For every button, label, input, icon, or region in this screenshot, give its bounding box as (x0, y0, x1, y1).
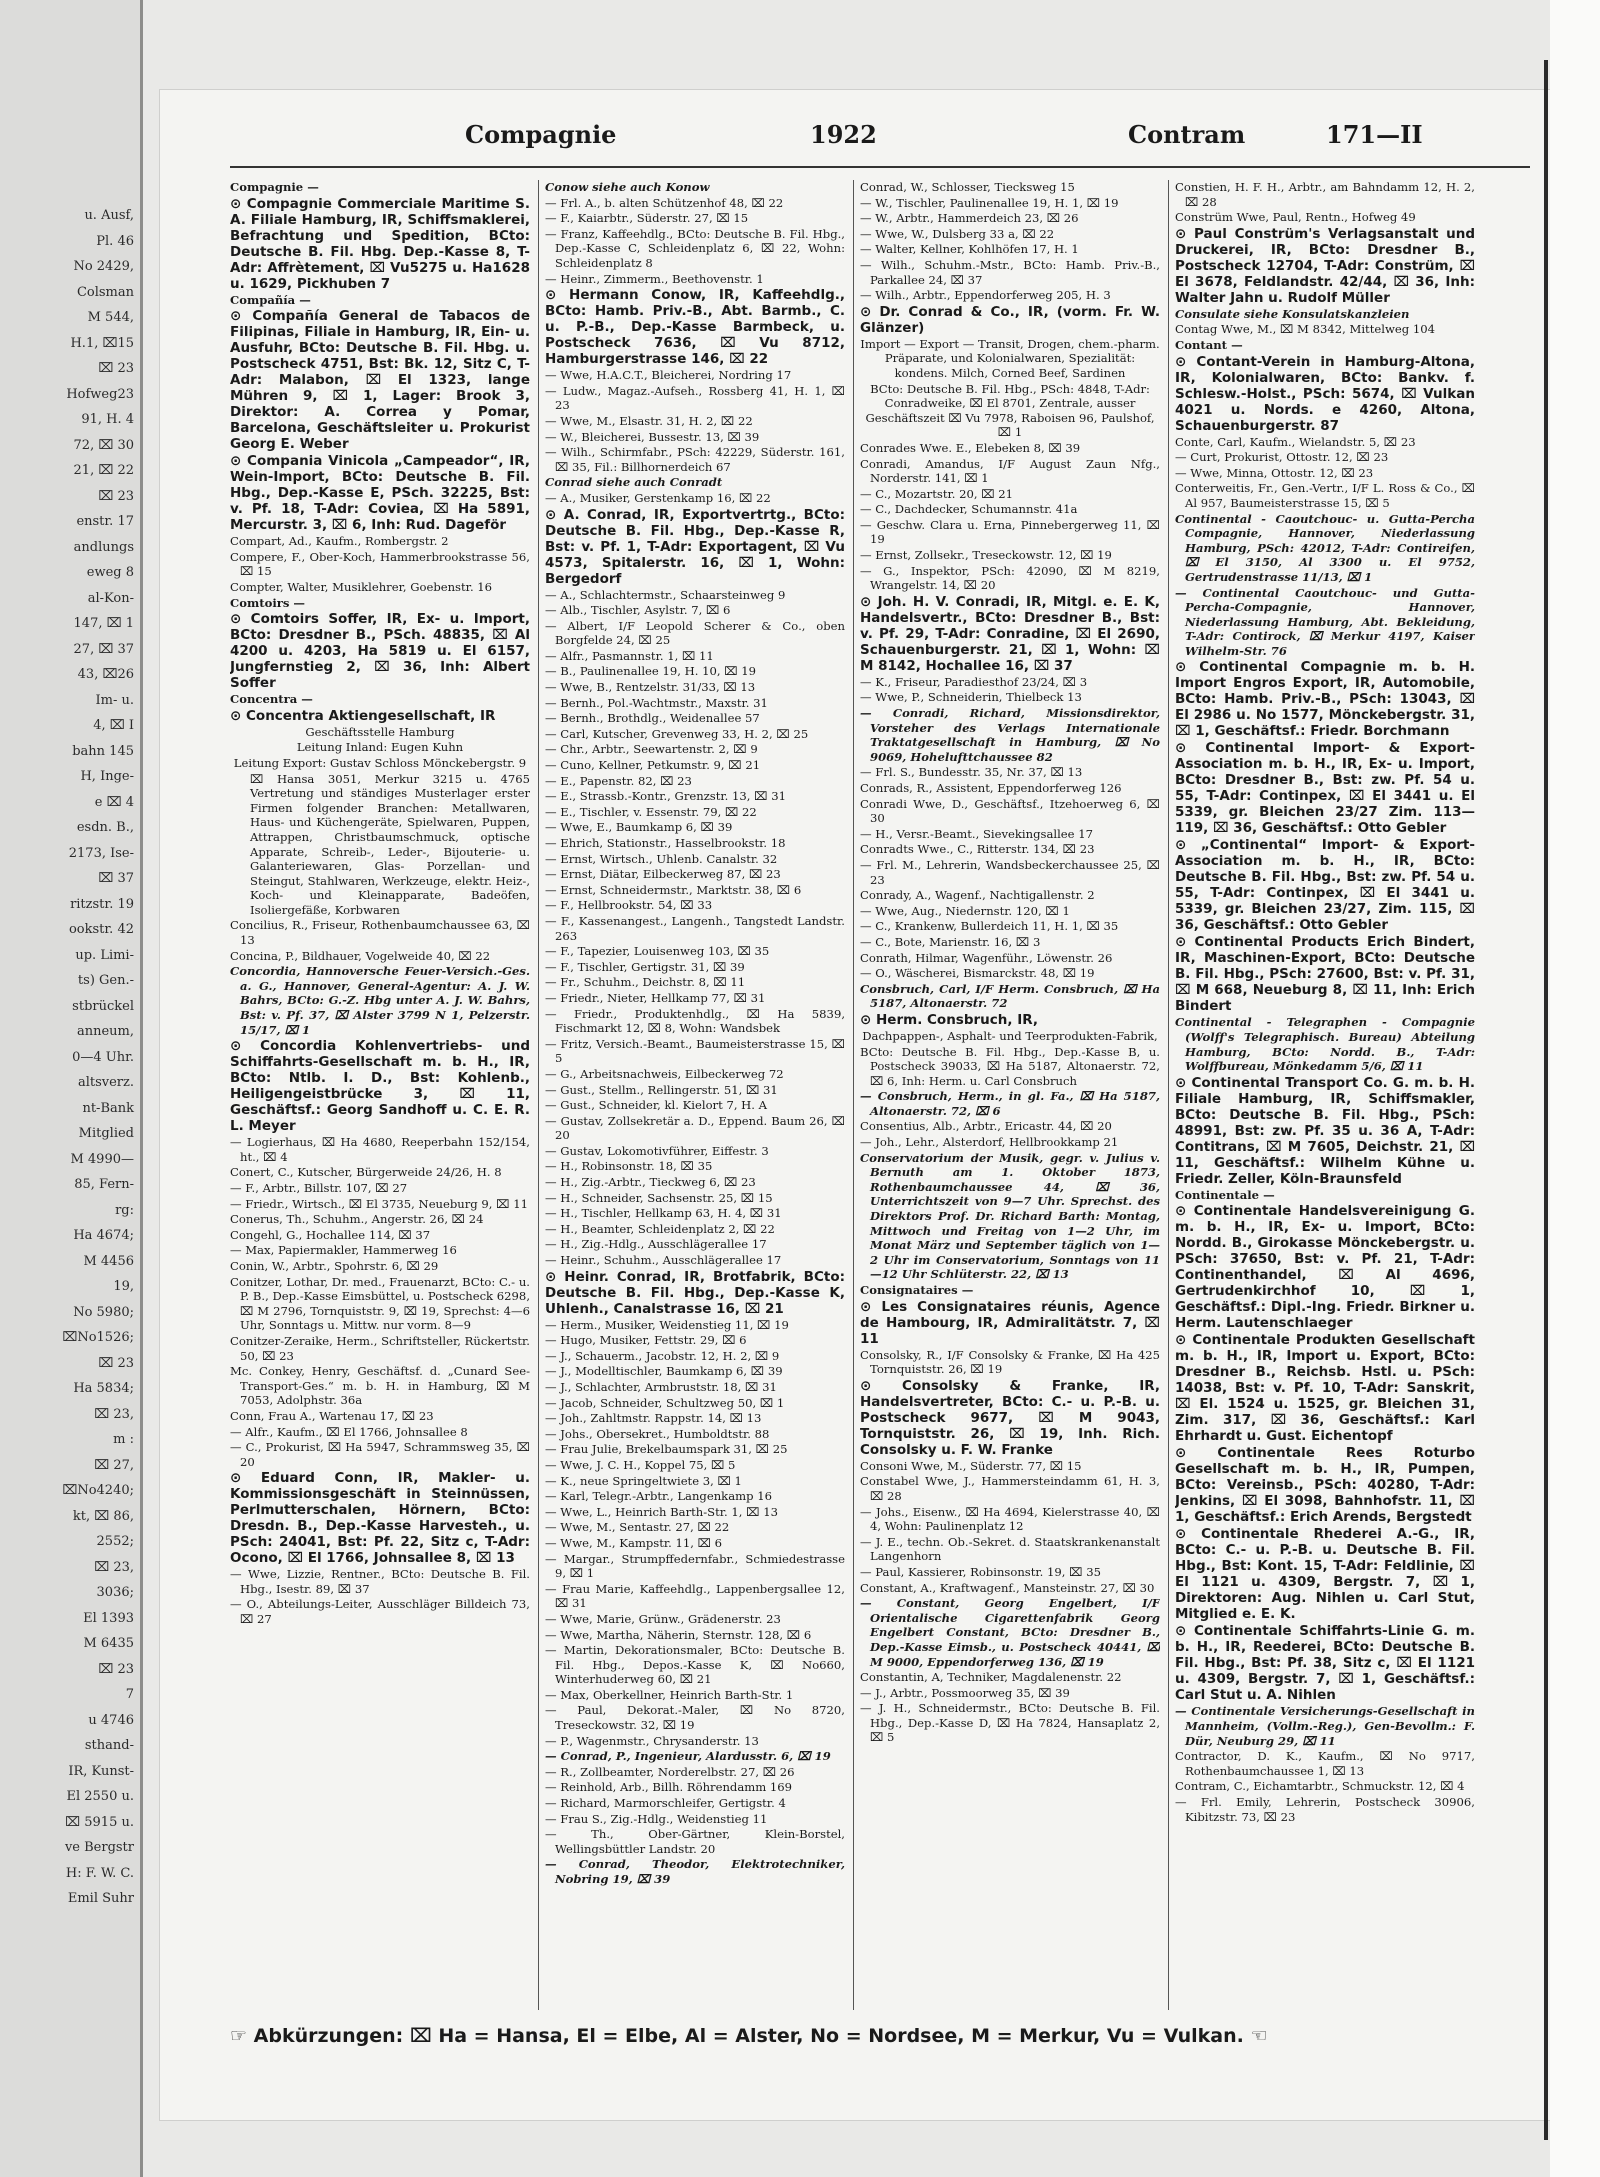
directory-entry: — Wilh., Arbtr., Eppendorferweg 205, H. 3 (860, 288, 1111, 303)
directory-entry: — A., Schlachtermstr., Schaarsteinweg 9 (545, 587, 786, 602)
edge-fragment: sthand- (84, 1738, 134, 1753)
directory-entry: — B., Paulinenallee 19, H. 10, ⌧ 19 (545, 664, 756, 679)
edge-fragment: ookstr. 42 (68, 922, 134, 937)
directory-entry: — Ludw., Magaz.-Aufseh., Rossberg 41, H. 1, ⌧ 23 (545, 383, 845, 413)
directory-entry: — F., Hellbrookstr. 54, ⌧ 33 (545, 898, 713, 913)
directory-entry: — Ernst, Schneidermstr., Marktstr. 38, ⌧ 6 (545, 882, 802, 897)
directory-entry: Consulate siehe Konsulatskanzleien (1175, 306, 1410, 321)
edge-fragment: ⌧No4240; (62, 1483, 134, 1498)
edge-fragment: H: F. W. C. (65, 1865, 134, 1881)
directory-entry: — Richard, Marmorschleifer, Gertigstr. 4 (545, 1796, 786, 1811)
section-heading: Continentale — (1175, 1187, 1275, 1202)
edge-fragment: ⌧ 37 (98, 871, 134, 886)
edge-fragment: bahn 145 (72, 743, 134, 759)
column-2 (545, 180, 845, 2010)
directory-entry: Continental - Caoutchouc- u. Gutta-Percha Compagnie, Hannover, Niederlassung Hamburg, PSch: 42012, T-Adr: Contireifen, ⌧ El 3150, Al 3300 u. El 9752, Gertrudenstrasse 11/13, ⌧ 1 (1175, 511, 1475, 584)
edge-fragment: H, Inge- (80, 769, 134, 784)
edge-fragment: No 2429, (73, 259, 134, 274)
edge-fragment: Ha 4674; (73, 1228, 134, 1243)
directory-entry: — Frl. Emily, Lehrerin, Postscheck 30906, Kibitzstr. 73, ⌧ 23 (1175, 1795, 1475, 1824)
directory-entry: — O., Wäscherei, Bismarckstr. 48, ⌧ 19 (860, 966, 1095, 981)
directory-entry: — W., Bleicherei, Bussestr. 13, ⌧ 39 (545, 429, 760, 444)
directory-entry: — Bernh., Pol.-Wachtmstr., Maxstr. 31 (545, 695, 768, 710)
edge-fragment: ts) Gen.- (77, 973, 134, 988)
directory-entry: — Wwe, B., Rentzelstr. 31/33, ⌧ 13 (545, 680, 756, 695)
column-divider (538, 180, 539, 2010)
directory-entry: Compter, Walter, Musiklehrer, Goebenstr. 16 (230, 579, 493, 594)
firm-entry: ⊙ Compagnie Commerciale Maritime S. A. Filiale Hamburg, IR, Schiffsmaklerei, Befrachtung und Spedition, BCto: Deutsche B. Fil. Hbg. Dep.-Kasse 8, T-Adr: Affrètement, ⌧ Vu5275 u. Ha1628 u. 1629, Pickhuben 7 (230, 195, 530, 292)
directory-entry: — Wwe, P., Schneiderin, Thielbeck 13 (860, 690, 1082, 705)
directory-entry: Leitung Export: Gustav Schloss Mönckebergstr. 9 (233, 755, 527, 770)
directory-entry: Continental - Telegraphen - Compagnie (Wolff's Telegraphisch. Bureau) Abteilung Hamburg, BCto: Nordd. B., T-Adr: Wolffbureau, Mönkedamm 5/6, ⌧ 11 (1175, 1015, 1475, 1074)
directory-entry: — Gustav, Lokomotivführer, Eiffestr. 3 (545, 1143, 769, 1158)
firm-entry: ⊙ Hermann Conow, IR, Kaffeehdlg., BCto: Hamb. Priv.-B., Abt. Barmb., C. u. P.-B., Dep.-Kasse Barmbeck, u. Postscheck 7636, ⌧ Vu 8712, Hamburgerstrasse 146, ⌧ 22 (545, 287, 845, 368)
directory-entry: — Alfr., Pasmannstr. 1, ⌧ 11 (545, 648, 714, 663)
directory-entry: Consoni Wwe, M., Süderstr. 77, ⌧ 15 (860, 1458, 1082, 1473)
directory-entry: — Continentale Versicherungs-Gesellschaft in Mannheim, (Vollm.-Reg.), Gen-Bevollm.: F. Dür, Neuburg 29, ⌧ 11 (1175, 1704, 1475, 1748)
firm-entry: ⊙ Continental Compagnie m. b. H. Import Engros Export, IR, Automobile, BCto: Hamb. Priv.-B., PSch: 13043, ⌧ El 2986 u. No 1577, Mönckebergstr. 31, ⌧ 1, Geschäftsf.: Friedr. Borchmann (1175, 659, 1475, 740)
edge-fragment: Colsman (76, 284, 134, 300)
directory-entry: — H., Versr.-Beamt., Sievekingsallee 17 (860, 826, 1093, 841)
firm-entry: ⊙ A. Conrad, IR, Exportvertrtg., BCto: Deutsche B. Fil. Hbg., Dep.-Kasse R, Bst: v. Pf. 1, T-Adr: Exportagent, ⌧ Vu 4573, Spitalerstr. 16, ⌧ 1, Wohn: Bergedorf (545, 506, 845, 587)
directory-entry: — H., Schneider, Sachsenstr. 25, ⌧ 15 (545, 1190, 773, 1205)
directory-entry: Compart, Ad., Kaufm., Rombergstr. 2 (230, 534, 449, 549)
directory-entry: — Wwe, E., Baumkamp 6, ⌧ 39 (545, 820, 733, 835)
directory-entry: — Frl. A., b. alten Schützenhof 48, ⌧ 22 (545, 195, 784, 210)
edge-fragment: Ha 5834; (73, 1381, 134, 1396)
directory-entry: — Continental Caoutchouc- und Gutta-Percha-Compagnie, Hannover, Niederlassung Hamburg, Abt. Bekleidung, T-Adr: Contirock, ⌧ Merkur 4197, Kaiser Wilhelm-Str. 76 (1175, 585, 1475, 658)
edge-fragment: ritzstr. 19 (70, 896, 134, 912)
edge-fragment: ⌧ 23 (98, 361, 134, 376)
edge-fragment: ⌧ 23, (94, 1559, 134, 1575)
adjacent-page-edge (0, 0, 143, 2177)
directory-entry: — Friedr., Produktenhdlg., ⌧ Ha 5839, Fischmarkt 12, ⌧ 8, Wohn: Wandsbek (545, 1006, 845, 1036)
section-heading: Comtoirs — (230, 595, 305, 610)
edge-fragment: ⌧ 5915 u. (65, 1814, 134, 1830)
directory-entry: — Martin, Dekorationsmaler, BCto: Deutsche B. Fil. Hbg., Depos.-Kasse K, ⌧ No660, Winterhuderweg 60, ⌧ 21 (545, 1643, 845, 1687)
directory-entry: BCto: Deutsche B. Fil. Hbg., PSch: 4848, T-Adr: Conradweike, ⌧ El 8701, Zentrale, ausser Geschäftszeit ⌧ Vu 7978, Raboisen 96, Paulshof, ⌧ 1 (865, 381, 1155, 440)
edge-fragment: kt, ⌧ 86, (72, 1508, 134, 1524)
directory-entry: — Frau Marie, Kaffeehdlg., Lappenbergsallee 12, ⌧ 31 (545, 1581, 845, 1611)
directory-entry: — H., Tischler, Hellkamp 63, H. 4, ⌧ 31 (545, 1206, 782, 1221)
directory-entry: — F., Kaiarbtr., Süderstr. 27, ⌧ 15 (545, 211, 749, 226)
directory-entry: Conerus, Th., Schuhm., Angerstr. 26, ⌧ 24 (230, 1212, 484, 1227)
directory-entry: — Wwe, H.A.C.T., Bleicherei, Nordring 17 (545, 368, 792, 383)
directory-entry: — Bernh., Brothdlg., Weidenallee 57 (545, 711, 760, 726)
directory-entry: — Wilh., Schuhm.-Mstr., BCto: Hamb. Priv.-B., Parkallee 24, ⌧ 37 (860, 257, 1160, 287)
directory-entry: — J., Schlachter, Armbruststr. 18, ⌧ 31 (545, 1380, 777, 1394)
edge-fragment: stbrückel (72, 998, 134, 1014)
directory-entry: — H., Zig.-Arbtr., Tieckweg 6, ⌧ 23 (545, 1175, 756, 1190)
header-right-keyword: Contram (1128, 120, 1246, 149)
directory-entry: Constrüm Wwe, Paul, Rentn., Hofweg 49 (1175, 210, 1416, 225)
directory-entry: Compere, F., Ober-Koch, Hammerbrookstrasse 56, ⌧ 15 (230, 549, 530, 579)
edge-fragment: ve Bergstr (64, 1840, 134, 1855)
directory-entry: — Frau S., Zig.-Hdlg., Weidenstieg 11 (545, 1811, 768, 1826)
directory-entry: Conow siehe auch Konow (545, 180, 710, 194)
page-number: 171—II (1326, 120, 1423, 149)
directory-entry: — Constant, Georg Engelbert, I/F Orientalische Cigarettenfabrik Georg Engelbert Constant, BCto: Dresdner B., Dep.-Kasse Eimsb., u. Postscheck 40441, ⌧ M 9000, Eppendorferweg 136, ⌧ 19 (860, 1596, 1160, 1669)
edge-fragment: al-Kon- (87, 590, 134, 606)
directory-entry: — Johs., Obersekret., Humboldtstr. 88 (545, 1426, 770, 1441)
firm-entry: ⊙ Continental Products Erich Bindert, IR, Maschinen-Export, BCto: Deutsche B. Fil. Hbg., PSch: 27600, Bst: v. Pf. 31, ⌧ M 668, Neueburg 8, ⌧ 11, Inh: Erich Bindert (1175, 934, 1475, 1015)
edge-fragment: ⌧ 23, (94, 1406, 134, 1422)
edge-fragment: 2173, Ise- (68, 845, 134, 861)
directory-entry: — Conrad, Theodor, Elektrotechniker, Nobring 19, ⌧ 39 (545, 1857, 845, 1886)
firm-entry: ⊙ Continentale Produkten Gesellschaft m. b. H., IR, Import u. Export, BCto: Dresdner B., Reichsb. Hstl. u. PSch: 14038, Bst: v. Pf. 10, T-Adr: Sanskrit, ⌧ El. 1524 u. 1525, gr. Bleichen 31, Zim. 317, ⌧ 36, Geschäftsf.: Karl Ehrhardt u. Gust. Eichentopf (1175, 1332, 1475, 1445)
edge-fragment: Mitglied (78, 1126, 134, 1141)
edge-fragment: M 6435 (83, 1636, 134, 1651)
directory-entry: — F., Tapezier, Louisenweg 103, ⌧ 35 (545, 944, 770, 959)
edge-fragment: 0—4 Uhr. (72, 1049, 134, 1065)
section-heading: Consignataires — (860, 1283, 974, 1297)
directory-entry: Contractor, D. K., Kaufm., ⌧ No 9717, Rothenbaumchaussee 1, ⌧ 13 (1175, 1749, 1475, 1778)
directory-entry: ⌧ Hansa 3051, Merkur 3215 u. 4765 Vertretung und ständiges Musterlager erster Firmen folgender Branchen: Metallwaren, Haus- und Küchengeräte, Spielwaren, Puppen, Attrappen, Christbaumschmuck, optische Apparate, Schreib-, Leder-, Bijouterie- u. Galanteriewaren, Glas- Porzellan- und Steingut, Stahlwaren, Werkzeuge, elektr. Heiz-, Koch- und Kleinapparate, Badeöfen, Isoliergefäße, Korbwaren (250, 771, 530, 917)
edge-fragment: IR, Kunst- (68, 1763, 134, 1779)
directory-entry: — Herm., Musiker, Weidenstieg 11, ⌧ 19 (545, 1317, 789, 1332)
edge-fragment: 21, ⌧ 22 (73, 463, 134, 478)
firm-entry: ⊙ Paul Constrüm's Verlagsanstalt und Druckerei, IR, BCto: Dresdner B., Postscheck 12704, T-Adr: Constrüm, ⌧ El 3678, Feldlandstr. 42/44, ⌧ 36, Inh: Walter Jahn u. Rudolf Müller (1175, 225, 1475, 306)
directory-entry: — Wwe, Aug., Niedernstr. 120, ⌧ 1 (860, 903, 1070, 918)
directory-entry: — K., Friseur, Paradiesthof 23/24, ⌧ 3 (860, 674, 1088, 689)
directory-entry: — Jacob, Schneider, Schultzweg 50, ⌧ 1 (545, 1395, 785, 1410)
directory-entry: Contram, C., Eichamtarbtr., Schmuckstr. 12, ⌧ 4 (1175, 1779, 1465, 1794)
column-4 (1175, 180, 1475, 2010)
edge-fragment: rg: (115, 1202, 134, 1218)
column-divider (853, 180, 854, 2010)
directory-entry: — Ernst, Diätar, Eilbeckerweg 87, ⌧ 23 (545, 867, 781, 882)
directory-entry: — R., Zollbeamter, Norderelbstr. 27, ⌧ 26 (545, 1764, 795, 1779)
edge-fragment: altsverz. (77, 1075, 134, 1090)
directory-entry: Contag Wwe, M., ⌧ M 8342, Mittelweg 104 (1175, 322, 1435, 337)
section-heading: Compañía — (230, 292, 311, 307)
directory-entry: — H., Zig.-Hdlg., Ausschlägerallee 17 (545, 1237, 767, 1252)
edge-fragment: esdn. B., (76, 820, 134, 835)
firm-entry: ⊙ Concordia Kohlenvertriebs- und Schiffahrts-Gesellschaft m. b. H., IR, BCto: Ntlb. I. D., Bst: Kohlenb., Heiligengeistbrücke 3, ⌧ 11, Geschäftsf.: Georg Sandhoff u. C. E. R. L. Meyer (230, 1038, 530, 1135)
page-fold-shadow (1544, 60, 1548, 2140)
directory-entry: — Ehrich, Stationstr., Hasselbrookstr. 18 (545, 836, 786, 850)
directory-entry: — Reinhold, Arb., Billh. Röhrendamm 169 (545, 1780, 793, 1795)
directory-entry: — K., neue Springeltwiete 3, ⌧ 1 (545, 1473, 742, 1488)
directory-entry: Concina, P., Bildhauer, Vogelweide 40, ⌧ 22 (230, 948, 491, 963)
directory-entry: — Wwe, M., Kampstr. 11, ⌧ 6 (545, 1535, 723, 1550)
edge-fragment: eweg 8 (86, 565, 134, 580)
directory-entry: Conn, Frau A., Wartenau 17, ⌧ 23 (230, 1408, 434, 1423)
directory-entry: — J., Schauerm., Jacobstr. 12, H. 2, ⌧ 9 (545, 1348, 780, 1363)
firm-entry: ⊙ Continental Import- & Export-Association m. b. H., IR, Ex- u. Import, BCto: Dresdner B., Bst: zw. Pf. 54 u. 55, T-Adr: Continpex, ⌧ El 3441 u. El 5339, gr. Bleichen 23/27 Zim. 113—119, ⌧ 36, Geschäftsf.: Otto Gebler (1175, 740, 1475, 837)
directory-entry: Constant, A., Kraftwagenf., Mansteinstr. 27, ⌧ 30 (860, 1580, 1155, 1595)
edge-fragment: M 544, (87, 310, 134, 325)
firm-entry: ⊙ Comtoirs Soffer, IR, Ex- u. Import, BCto: Dresdner B., PSch. 48835, ⌧ Al 4200 u. 4203, Ha 5819 u. El 6157, Jungfernstieg 2, ⌧ 36, Inh: Albert Soffer (230, 611, 530, 692)
firm-entry: ⊙ Consolsky & Franke, IR, Handelsvertreter, BCto: C.- u. P.-B. u. Postscheck 9677, ⌧ M 9043, Tornquiststr. 26, ⌧ 19, Inh. Rich. Consolsky u. F. W. Franke (860, 1377, 1160, 1458)
edge-fragment: u. Ausf, (84, 208, 134, 223)
directory-page (160, 90, 1550, 2120)
edge-fragment: Pl. 46 (96, 233, 134, 249)
directory-entry: — Joh., Lehr., Alsterdorf, Hellbrookkamp 21 (860, 1135, 1119, 1150)
directory-entry: — Alfr., Kaufm., ⌧ El 1766, Johnsallee 8 (230, 1424, 468, 1439)
firm-entry: ⊙ Compania Vinicola „Campeador“, IR, Wein-Import, BCto: Deutsche B. Fil. Hbg., Dep.-Kasse E, PSch. 32225, Bst: v. Pf. 18, T-Adr: Coviea, ⌧ Ha 5891, Mercurstr. 3, ⌧ 6, Inh: Rud. Dageför (230, 453, 530, 534)
edge-fragment: El 1393 (83, 1610, 134, 1626)
directory-entry: — E., Tischler, v. Essenstr. 79, ⌧ 22 (545, 804, 757, 819)
firm-entry: ⊙ Contant-Verein in Hamburg-Altona, IR, Kolonialwaren, BCto: Bankv. f. Schlesw.-Holst., PSch: 5674, ⌧ Vulkan 4021 u. Nords. e 4260, Altona, Schauenburgerstr. 87 (1175, 353, 1475, 434)
directory-entry: — Gust., Schneider, kl. Kielort 7, H. A (545, 1098, 768, 1113)
directory-entry: — J., Modelltischler, Baumkamp 6, ⌧ 39 (545, 1364, 783, 1379)
directory-entry: — Geschw. Clara u. Erna, Pinnebergerweg 11, ⌧ 19 (860, 517, 1160, 547)
edge-fragment: 27, ⌧ 37 (73, 641, 134, 657)
directory-entry: Conradts Wwe., C., Ritterstr. 134, ⌧ 23 (860, 842, 1095, 857)
firm-entry: ⊙ Joh. H. V. Conradi, IR, Mitgl. e. E. K, Handelsvertr., BCto: Dresdner B., Bst: v. Pf. 29, T-Adr: Conradine, ⌧ El 2690, Schauenburgerstr. 21, ⌧ 1, Wohn: ⌧ M 8142, Hochallee 16, ⌧ 37 (860, 593, 1160, 674)
firm-entry: ⊙ Heinr. Conrad, IR, Brotfabrik, BCto: Deutsche B. Fil. Hbg., Dep.-Kasse K, Uhlenh., Canalstrasse 16, ⌧ 21 (545, 1268, 845, 1317)
edge-fragment: Emil Suhr (67, 1891, 134, 1906)
directory-entry: BCto: Deutsche B. Fil. Hbg., Dep.-Kasse B, u. Postscheck 39033, ⌧ Ha 5187, Altonaerstr. 72, ⌧ 6, Inh: Herm. u. Carl Consbruch (860, 1044, 1160, 1088)
directory-entry: — F., Tischler, Gertigstr. 31, ⌧ 39 (545, 959, 745, 974)
firm-entry: ⊙ Continentale Rhederei A.-G., IR, BCto: C.- u. P.-B. u. Deutsche B. Fil. Hbg., Bst: Kont. 15, T-Adr: Feldlinie, ⌧ El 1121 u. 4309, Bergstr. 7, ⌧ 1, Direktoren: Aug. Nihlen u. Carl Stut, Mitglied e. E. K. (1175, 1526, 1475, 1623)
directory-entry: — Heinr., Zimmerm., Beethovenstr. 1 (545, 271, 764, 286)
directory-entry: — Frl. M., Lehrerin, Wandsbeckerchaussee 25, ⌧ 23 (860, 857, 1160, 887)
directory-entry: — Logierhaus, ⌧ Ha 4680, Reeperbahn 152/154, ht., ⌧ 4 (230, 1135, 530, 1164)
firm-entry: ⊙ Eduard Conn, IR, Makler- u. Kommissionsgeschäft in Steinnüssen, Perlmutterschalen, Hörnern, BCto: Dresdn. B., Dep.-Kasse Harvestеh., u. PSch: 24041, Bst: Pf. 22, Sitz c, T-Adr: Ocono, ⌧ El 1766, Johnsallee 8, ⌧ 13 (230, 1470, 530, 1567)
edge-fragment: 4, ⌧ I (93, 718, 134, 733)
directory-entry: — Johs., Eisenw., ⌧ Ha 4694, Kielerstrasse 40, ⌧ 4, Wohn: Paulinenplatz 12 (860, 1504, 1160, 1534)
directory-entry: — E., Strassb.-Kontr., Grenzstr. 13, ⌧ 31 (545, 789, 786, 804)
directory-entry: — Walter, Kellner, Kohlhöfen 17, H. 1 (860, 242, 1079, 257)
directory-entry: Constien, H. F. H., Arbtr., am Bahndamm 12, H. 2, ⌧ 28 (1175, 180, 1475, 209)
directory-entry: — Wwe, Minna, Ottostr. 12, ⌧ 23 (1175, 465, 1374, 480)
firm-entry: ⊙ Compañía General de Tabacos de Filipinas, Filiale in Hamburg, IR, Ein- u. Ausfuhr, BCto: Deutsche B. Fil. Hbg. u. Postscheck 4751, Bst: Bk. 12, Sitz C, T-Adr: Malabon, ⌧ El 1323, lange Mühren 9, ⌧ 1, Lager: Brook 3, Direktor: A. Correa y Pomar, Barcelona, Geschäftsleiter u. Prokurist Georg E. Weber (230, 308, 530, 453)
directory-entry: — Alb., Tischler, Asylstr. 7, ⌧ 6 (545, 603, 731, 618)
directory-entry: — W., Arbtr., Hammerdeich 23, ⌧ 26 (860, 211, 1079, 226)
edge-fragment: enstr. 17 (76, 514, 134, 529)
directory-entry: — Friedr., Nieter, Hellkamp 77, ⌧ 31 (545, 990, 766, 1005)
directory-entry: Conservatorium der Musik, gegr. v. Julius v. Bernuth am 1. Oktober 1873, Rothenbaumchaussee 44, ⌧ 36, Unterrichtszeit von 9—7 Uhr. Sprechst. des Direktors Prof. Dr. Richard Barth: Montag, Mittwoch und Freitag von 1—2 Uhr, im Monat März und September täglich von 1—2 Uhr im Conservatorium, Sonntags von 11—12 Uhr Schlüterstr. 22, ⌧ 13 (860, 1150, 1160, 1282)
directory-entry: — Wwe, J. C. H., Koppel 75, ⌧ 5 (545, 1457, 736, 1472)
directory-entry: — Gustav, Zollsekretär a. D., Eppend. Baum 26, ⌧ 20 (545, 1113, 845, 1143)
firm-entry: ⊙ Continentale Schiffahrts-Linie G. m. b. H., IR, Reederei, BCto: Deutsche B. Fil. Hbg., Bst: Pf. 38, Sitz c, ⌧ El 1121 u. 4309, Bergstr. 7, ⌧ 1, Geschäftsf.: Carl Stut u. A. Nihlen (1175, 1623, 1475, 1704)
directory-entry: — Frau Julie, Brekelbaumspark 31, ⌧ 25 (545, 1442, 788, 1457)
section-heading: Compagnie — (230, 180, 319, 194)
directory-entry: Constabel Wwe, J., Hammersteindamm 61, H. 3, ⌧ 28 (860, 1474, 1160, 1503)
directory-entry: — H., Beamter, Schleidenplatz 2, ⌧ 22 (545, 1221, 775, 1236)
edge-fragment: Hofweg23 (66, 386, 134, 402)
directory-entry: — E., Papenstr. 82, ⌧ 23 (545, 773, 692, 788)
directory-entry: Conrads, R., Assistent, Eppendorferweg 126 (860, 781, 1122, 795)
directory-entry: Consolsky, R., I/F Consolsky & Franke, ⌧ Ha 425 Tornquiststr. 26, ⌧ 19 (860, 1347, 1160, 1377)
edge-fragment: M 4990— (70, 1151, 134, 1167)
edge-fragment: 147, ⌧ 1 (73, 616, 134, 631)
directory-entry: Conrad, W., Schlosser, Tiecksweg 15 (860, 180, 1075, 194)
directory-entry: Conitzer, Lothar, Dr. med., Frauenarzt, BCto: C.- u. P. B., Dep.-Kasse Eimsbüttel, u. Postscheck 6298, ⌧ M 2796, Tornquiststr. 9, ⌧ 19, Sprechst: 4—6 Uhr, Sonntags u. Mittw. nur vorm. 8—9 (230, 1274, 530, 1333)
page-margin-right (1550, 0, 1600, 2177)
directory-entry: — C., Prokurist, ⌧ Ha 5947, Schrammsweg 35, ⌧ 20 (230, 1440, 530, 1469)
firm-entry: ⊙ Continental Transport Co. G. m. b. H. Filiale Hamburg, IR, Schiffsmakler, BCto: Deutsche B. Fil. Hbg., PSch: 48991, Bst: zw. Pf. 35 u. 36 A, T-Adr: Contitrans, ⌧ M 7605, Deichstr. 21, ⌧ 11, Geschäftsf.: Wilhelm Kühne u. Friedr. Zeller, Köln-Braunsfeld (1175, 1074, 1475, 1187)
directory-entry: Import — Export — Transit, Drogen, chem.-pharm. Präparate, und Kolonialwaren, Spezialität: kondens. Milch, Corned Beef, Sardinen (860, 336, 1160, 380)
directory-entry: — Margar., Strumpffedernfabr., Schmiedestrasse 9, ⌧ 1 (545, 1551, 845, 1581)
directory-entry: — Max, Oberkellner, Heinrich Barth-Str. 1 (545, 1687, 794, 1702)
edge-fragment: up. Limi- (75, 947, 134, 963)
directory-entry: — Franz, Kaffeehdlg., BCto: Deutsche B. Fil. Hbg., Dep.-Kasse C, Schleidenplatz 6, ⌧ 22, Wohn: Schleidenplatz 8 (545, 226, 845, 270)
directory-entry: Conert, C., Kutscher, Bürgerweide 24/26, H. 8 (230, 1165, 502, 1180)
edge-fragment: 85, Fern- (74, 1177, 134, 1192)
column-1 (230, 180, 530, 2010)
firm-entry: ⊙ Les Consignataires réunis, Agence de Hambourg, IR, Admiralitätstr. 7, ⌧ 11 (860, 1298, 1160, 1347)
directory-entry: Conterweitis, Fr., Gen.-Vertr., I/F L. Ross & Co., ⌧ Al 957, Baumeisterstrasse 15, ⌧ 5 (1175, 481, 1475, 510)
directory-entry: Leitung Inland: Eugen Kuhn (296, 740, 464, 755)
directory-entry: — Conrad, P., Ingenieur, Alardusstr. 6, ⌧ 19 (545, 1749, 831, 1764)
directory-entry: — Heinr., Schuhm., Ausschlägerallee 17 (545, 1253, 782, 1268)
directory-entry: Conrady, A., Wagenf., Nachtigallenstr. 2 (860, 888, 1095, 903)
directory-entry: Conin, W., Arbtr., Spohrstr. 6, ⌧ 29 (230, 1258, 439, 1273)
directory-entry: — Ernst, Zollsekr., Treseckowstr. 12, ⌧ 19 (860, 548, 1112, 563)
directory-entry: — O., Abteilungs-Leiter, Ausschläger Billdeich 73, ⌧ 27 (230, 1597, 530, 1627)
edge-fragment: No 5980; (73, 1304, 134, 1320)
directory-entry: — A., Musiker, Gerstenkamp 16, ⌧ 22 (545, 490, 771, 505)
edge-fragment: andlungs (73, 539, 134, 555)
directory-entry: — Joh., Zahltmstr. Rappstr. 14, ⌧ 13 (545, 1411, 762, 1426)
header-year: 1922 (810, 120, 877, 149)
firm-entry: ⊙ Concentra Aktiengesellschaft, IR (230, 707, 496, 724)
directory-entry: — Friedr., Wirtsch., ⌧ El 3735, Neueburg 9, ⌧ 11 (230, 1196, 528, 1211)
directory-entry: Dachpappen-, Asphalt- und Teerprodukten-Fabrik, (862, 1028, 1158, 1043)
directory-entry: — Wwe, L., Heinrich Barth-Str. 1, ⌧ 13 (545, 1504, 778, 1519)
directory-entry: — C., Dachdecker, Schumannstr. 41a (860, 502, 1078, 517)
directory-entry: Conrad siehe auch Conradt (545, 475, 723, 490)
directory-entry: — C., Bote, Marienstr. 16, ⌧ 3 (860, 934, 1041, 949)
abbreviations-footer: ☞ Abkürzungen: ⌧ Ha = Hansa, El = Elbe, Al = Alster, No = Nordsee, M = Merkur, Vu = Vulkan. ☜ (230, 2025, 1268, 2047)
edge-fragment: ⌧No1526; (62, 1330, 134, 1345)
directory-entry: Conradi Wwe, D., Geschäftsf., Itzehoerweg 6, ⌧ 30 (860, 796, 1160, 826)
edge-fragment: 3036; (96, 1585, 134, 1600)
edge-fragment: anneum, (76, 1024, 134, 1039)
header-left-keyword: Compagnie (465, 120, 617, 149)
directory-entry: Concilius, R., Friseur, Rothenbaumchaussee 63, ⌧ 13 (230, 918, 530, 948)
directory-entry: — P., Wagenmstr., Chrysanderstr. 13 (545, 1733, 759, 1748)
directory-entry: — F., Kassenangest., Langenh., Tangstedt Landstr. 263 (545, 913, 845, 943)
section-heading: Contant — (1175, 337, 1243, 352)
directory-entry: — Fr., Schuhm., Deichstr. 8, ⌧ 11 (545, 975, 746, 990)
edge-fragment: 2552; (96, 1534, 134, 1549)
directory-entry: Concordia, Hannoversche Feuer-Versich.-Ges. a. G., Hannover, General-Agentur: A. J. W. Bahrs, BCto: G.-Z. Hbg unter A. J. W. Bahrs, Bst: v. Pf. 37, ⌧ Alster 3799 N 1, Pelzerstr. 15/17, ⌧ 1 (230, 964, 530, 1037)
directory-entry: — Wwe, Lizzie, Rentner., BCto: Deutsche B. Fil. Hbg., Isestr. 89, ⌧ 37 (230, 1567, 530, 1596)
directory-entry: Conrades Wwe. E., Elebeken 8, ⌧ 39 (860, 440, 1081, 455)
directory-entry: — F., Arbtr., Billstr. 107, ⌧ 27 (230, 1181, 408, 1195)
firm-entry: ⊙ Herm. Consbruch, IR, (860, 1011, 1039, 1028)
firm-entry: ⊙ Dr. Conrad & Co., IR, (vorm. Fr. W. Glänzer) (860, 303, 1160, 336)
running-header (160, 120, 1550, 164)
directory-entry: — J. E., techn. Ob.-Sekret. d. Staatskrankenanstalt Langenhorn (860, 1534, 1160, 1564)
edge-fragment: El 2550 u. (66, 1789, 134, 1804)
directory-entry: Conitzer-Zeraike, Herm., Schriftsteller, Rückertstr. 50, ⌧ 23 (230, 1333, 530, 1363)
directory-entry: — G., Inspektor, PSch: 42090, ⌧ M 8219, Wrangelstr. 14, ⌧ 20 (860, 563, 1160, 593)
directory-entry: Mc. Conkey, Henry, Geschäftsf. d. „Cunard See-Transport-Ges.“ m. b. H. in Hamburg, ⌧ M 7053, Adolphstr. 36a (230, 1364, 530, 1408)
directory-entry: — C., Mozartstr. 20, ⌧ 21 (860, 486, 1014, 501)
edge-fragment: ⌧ 23 (98, 1661, 134, 1677)
directory-entry: Conradi, Amandus, I/F August Zaun Nfg., Norderstr. 141, ⌧ 1 (860, 456, 1160, 486)
edge-fragment: 91, H. 4 (81, 412, 134, 427)
directory-entry: Consentius, Alb., Arbtr., Ericastr. 44, ⌧ 20 (860, 1119, 1112, 1134)
directory-entry: — J., Arbtr., Possmoorweg 35, ⌧ 39 (860, 1685, 1070, 1700)
directory-entry: — W., Tischler, Paulinenallee 19, H. 1, ⌧ 19 (860, 195, 1119, 210)
directory-entry: — Wwe, Marie, Grünw., Grädenerstr. 23 (545, 1611, 781, 1626)
edge-fragment: Im- u. (95, 692, 134, 708)
directory-entry: — Fritz, Versich.-Beamt., Baumeisterstrasse 15, ⌧ 5 (545, 1036, 845, 1066)
edge-fragment: ⌧ 23 (98, 1355, 134, 1371)
directory-entry: — J. H., Schneidermstr., BCto: Deutsche B. Fil. Hbg., Dep.-Kasse D, ⌧ Ha 7824, Hansaplatz 2, ⌧ 5 (860, 1701, 1160, 1745)
directory-entry: Conte, Carl, Kaufm., Wielandstr. 5, ⌧ 23 (1175, 434, 1416, 449)
firm-entry: ⊙ Continentale Handelsvereinigung G. m. b. H., IR, Ex- u. Import, BCto: Nordd. B., Girokasse Mönckebergstr. u. PSch: 37650, Bst: v. Pf. 21, T-Adr: Continenthandel, ⌧ Al 4696, Gertrudenkirchhof 10, ⌧ 1, Geschäftsf.: Dipl.-Ing. Friedr. Birkner u. Herm. Lautenschlaeger (1175, 1203, 1475, 1332)
directory-entry: — Conradi, Richard, Missionsdirektor, Vorsteher des Verlags Internationale Traktatgesellschaft in Hamburg, ⌧ No 9069, Hohelufttchaussee 82 (860, 706, 1160, 764)
directory-entry: — Wwe, W., Dulsberg 33 a, ⌧ 22 (860, 226, 1055, 241)
directory-entry: Conrath, Hilmar, Wagenführ., Löwenstr. 26 (860, 950, 1113, 965)
directory-entry: — Gust., Stellm., Rellingerstr. 51, ⌧ 31 (545, 1082, 778, 1097)
directory-entry: — Karl, Telegr.-Arbtr., Langenkamp 16 (545, 1489, 772, 1504)
edge-fragment: ⌧ 27, (94, 1457, 134, 1473)
edge-fragment: ⌧ 23 (98, 488, 134, 504)
directory-entry: — Hugo, Musiker, Fettstr. 29, ⌧ 6 (545, 1333, 747, 1348)
edge-fragment: 72, ⌧ 30 (73, 437, 134, 453)
directory-entry: — Wwe, M., Sentastr. 27, ⌧ 22 (545, 1520, 730, 1535)
edge-fragment: 7 (125, 1687, 134, 1702)
firm-entry: ⊙ Continentale Rees Roturbo Gesellschaft m. b. H., IR, Pumpen, BCto: Vereinsb., PSch: 40280, T-Adr: Jenkins, ⌧ El 3098, Bahnhofstr. 11, ⌧ 1, Geschäftsf.: Erich Arends, Bergstedt (1175, 1445, 1475, 1526)
directory-entry: Consbruch, Carl, I/F Herm. Consbruch, ⌧ Ha 5187, Altonaerstr. 72 (860, 981, 1160, 1011)
directory-entry: — Chr., Arbtr., Seewartenstr. 2, ⌧ 9 (545, 742, 758, 757)
edge-fragment: 19, (113, 1279, 134, 1294)
directory-entry: — Ernst, Wirtsch., Uhlenb. Canalstr. 32 (545, 851, 778, 866)
edge-fragment: M 4456 (83, 1253, 134, 1269)
edge-fragment: u 4746 (88, 1712, 134, 1728)
directory-entry: — H., Robinsonstr. 18, ⌧ 35 (545, 1159, 713, 1174)
directory-entry: Geschäftsstelle Hamburg (305, 724, 455, 739)
column-3 (860, 180, 1160, 2010)
directory-entry: — Albert, I/F Leopold Scherer & Co., oben Borgfelde 24, ⌧ 25 (545, 618, 845, 648)
edge-fragment: m : (113, 1432, 134, 1447)
firm-entry: ⊙ „Continental“ Import- & Export-Association m. b. H., IR, BCto: Deutsche B. Fil. Hbg., Bst: zw. Pf. 54 u. 55, T-Adr: Continpex, ⌧ El 3441 u. 5339, gr. Bleichen 23/27, Zim. 115, ⌧ 36, Geschäftsf.: Otto Gebler (1175, 837, 1475, 934)
directory-entry: — Paul, Dekorat.-Maler, ⌧ No 8720, Treseckowstr. 32, ⌧ 19 (545, 1703, 845, 1733)
edge-fragment: 43, ⌧26 (77, 667, 134, 682)
directory-entry: — Frl. S., Bundesstr. 35, Nr. 37, ⌧ 13 (860, 765, 1083, 780)
section-heading: Concentra — (230, 692, 313, 707)
directory-entry: — Th., Ober-Gärtner, Klein-Borstel, Wellingsbüttler Landstr. 20 (545, 1827, 845, 1856)
edge-fragment: e ⌧ 4 (94, 794, 134, 810)
directory-entry: — Consbruch, Herm., in gl. Fa., ⌧ Ha 5187, Altonaerstr. 72, ⌧ 6 (860, 1089, 1160, 1118)
header-rule (230, 166, 1530, 168)
directory-entry: — Wwe, M., Elsastr. 31, H. 2, ⌧ 22 (545, 413, 753, 428)
directory-entry: — Max, Papiermakler, Hammerweg 16 (230, 1243, 457, 1258)
directory-entry: — Wwe, Martha, Näherin, Sternstr. 128, ⌧ 6 (545, 1627, 812, 1642)
directory-entry: Congehl, G., Hochallee 114, ⌧ 37 (230, 1227, 431, 1242)
directory-entry: — Paul, Kassierer, Robinsonstr. 19, ⌧ 35 (860, 1564, 1101, 1579)
edge-fragment: H.1, ⌧15 (70, 335, 134, 351)
directory-entry: — C., Krankenw, Bullerdeich 11, H. 1, ⌧ 35 (860, 919, 1119, 934)
directory-entry: Constantin, A, Techniker, Magdalenenstr. 22 (860, 1670, 1122, 1685)
directory-entry: — Wilh., Schirmfabr., PSch: 42229, Süderstr. 161, ⌧ 35, Fil.: Billhornerdeich 67 (545, 445, 845, 474)
directory-entry: — Curt, Prokurist, Ottostr. 12, ⌧ 23 (1175, 450, 1389, 465)
edge-fragment: nt-Bank (82, 1100, 134, 1116)
directory-entry: — Carl, Kutscher, Grevenweg 33, H. 2, ⌧ 25 (545, 726, 809, 741)
directory-entry: — Cuno, Kellner, Petkumstr. 9, ⌧ 21 (545, 758, 761, 773)
column-divider (1168, 180, 1169, 2010)
directory-entry: — G., Arbeitsnachweis, Eilbeckerweg 72 (545, 1066, 784, 1081)
